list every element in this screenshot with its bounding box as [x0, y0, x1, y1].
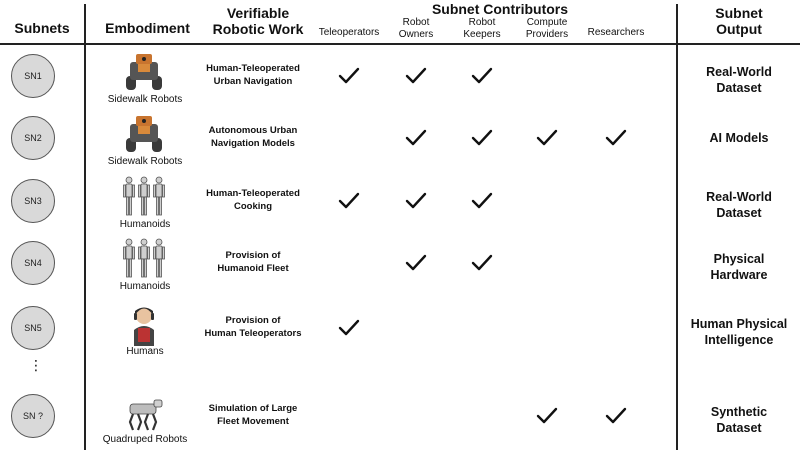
header-subnet-output: Subnet Output	[715, 5, 763, 37]
verifiable-work: Simulation of Large Fleet Movement	[208, 403, 298, 427]
sidewalk-robot-icon	[120, 112, 168, 156]
verifiable-work: Provision of Human Teleoperators	[204, 315, 302, 339]
header-verifiable-work: Verifiable Robotic Work	[212, 5, 304, 37]
check-icon-teleoperators	[338, 192, 360, 210]
subnet-output: Physical Hardware	[710, 252, 768, 282]
verifiable-work: Provision of Humanoid Fleet	[217, 250, 289, 274]
embodiment-label: Sidewalk Robots	[107, 94, 183, 105]
check-icon-teleoperators	[338, 67, 360, 85]
subnet-badge: SN1	[11, 54, 55, 98]
check-icon-researchers	[605, 407, 627, 425]
check-icon-robot-owners	[405, 254, 427, 272]
header-subnet-contributors: Subnet Contributors	[431, 1, 569, 17]
subnet-output: Real-World Dataset	[706, 65, 772, 95]
check-icon-robot-keepers	[471, 192, 493, 210]
verifiable-work: Human-Teleoperated Urban Navigation	[206, 63, 300, 87]
subnet-badge: SN4	[11, 241, 55, 285]
check-icon-robot-keepers	[471, 67, 493, 85]
subnet-output: Human Physical Intelligence	[690, 317, 788, 347]
divider-subnets	[84, 4, 86, 450]
header-embodiment: Embodiment	[105, 20, 190, 36]
subnet-badge: SN ?	[11, 394, 55, 438]
quadruped-robot-icon	[120, 390, 168, 434]
check-icon-robot-keepers	[471, 254, 493, 272]
check-icon-robot-owners	[405, 67, 427, 85]
humanoid-robots-icon	[120, 175, 168, 219]
embodiment-label: Sidewalk Robots	[107, 156, 183, 167]
subnet-badge: SN5	[11, 306, 55, 350]
humanoid-robots-icon	[120, 237, 168, 281]
embodiment-label: Quadruped Robots	[102, 434, 188, 445]
col-robot-keepers: Robot Keepers	[463, 17, 501, 40]
subnet-output: Synthetic Dataset	[710, 405, 768, 435]
check-icon-robot-owners	[405, 192, 427, 210]
col-teleoperators: Teleoperators	[318, 27, 380, 38]
embodiment-label: Humanoids	[119, 219, 171, 230]
subnet-output: Real-World Dataset	[706, 190, 772, 220]
verifiable-work: Human-Teleoperated Cooking	[206, 188, 300, 212]
check-icon-robot-owners	[405, 129, 427, 147]
verifiable-work: Autonomous Urban Navigation Models	[208, 125, 298, 149]
embodiment-label: Humans	[126, 346, 164, 357]
col-compute-providers: Compute Providers	[525, 17, 569, 40]
sidewalk-robot-icon	[120, 50, 168, 94]
check-icon-robot-keepers	[471, 129, 493, 147]
ellipsis: ⋮	[29, 357, 43, 373]
check-icon-researchers	[605, 129, 627, 147]
check-icon-compute-providers	[536, 407, 558, 425]
embodiment-label: Humanoids	[119, 281, 171, 292]
header-subnets: Subnets	[14, 20, 70, 36]
check-icon-teleoperators	[338, 319, 360, 337]
subnet-badge: SN3	[11, 179, 55, 223]
subnet-output: AI Models	[709, 131, 769, 145]
human-teleoperator-icon	[120, 302, 168, 346]
col-robot-owners: Robot Owners	[398, 17, 434, 40]
header-divider	[0, 43, 800, 45]
check-icon-compute-providers	[536, 129, 558, 147]
subnet-badge: SN2	[11, 116, 55, 160]
col-researchers: Researchers	[587, 27, 645, 38]
